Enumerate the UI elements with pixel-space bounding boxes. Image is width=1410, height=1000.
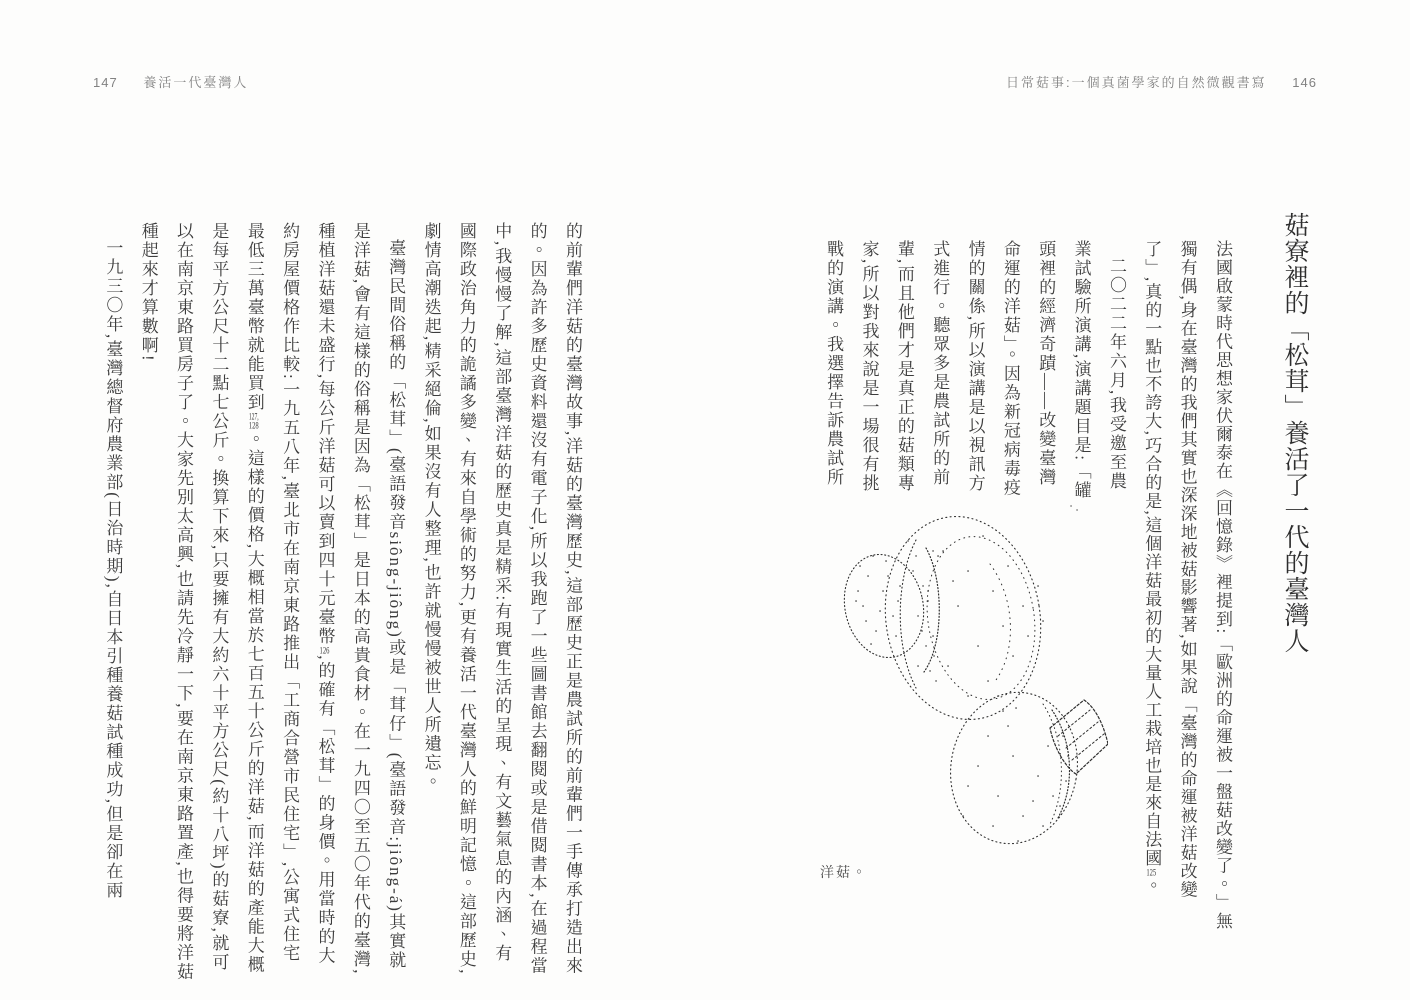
- paragraph-text: 。: [1142, 876, 1162, 896]
- running-head-left-title: 養活一代臺灣人: [143, 75, 249, 90]
- page-number-right: 146: [1292, 75, 1317, 90]
- footnote-ref-127: 127,: [248, 412, 259, 421]
- running-head-right: [1006, 72, 1317, 91]
- running-head-left: [93, 72, 248, 91]
- paragraph: [1134, 240, 1240, 940]
- paragraph-text: 。這樣的價格,大概相當於七百五十公斤的洋菇,而洋菇的產能大概是每平方公尺十二點七公斤。換算下來,只要擁有大約六十平方公尺(約十八坪)的菇寮,就可以在南京東路買房子了。大家先別太高興,也請先冷靜一下,要在南京東路置產,也得要將洋菇種起來才算數啊!: [138, 222, 264, 982]
- footnote-ref-126: 126: [319, 646, 330, 656]
- illustration-caption: 洋菇。: [820, 866, 868, 881]
- paragraph-text: 法國啟蒙時代思想家伏爾泰在《回憶錄》裡提到:「歐洲的命運被一盤菇改變了。」無獨有偶,身在臺灣的我們其實也深深地被菇影響著,如果說「臺灣的命運被洋菇改變了」,真的一點也不誇大,巧合的是,這個洋菇最初的大量人工栽培也是來自法國: [1142, 240, 1232, 931]
- footnote-ref-128: 128: [248, 421, 259, 430]
- right-page-paragraph-1: [1134, 240, 1240, 940]
- paragraph-text: 臺灣民間俗稱的「松茸」(臺語發音siông-jiông)或是「茸仔」(臺語發音:jiông-á)其實就是洋菇,會有這樣的俗稱是因為「松茸」是日本的高貴食材。在一九四〇至五〇年代的臺灣,種植洋菇還未盛行,每公斤洋菇可以賣到四十元臺幣: [315, 222, 406, 976]
- running-head-right-title: 日常菇事:一個真菌學家的自然微觀書寫: [1006, 75, 1267, 90]
- footnote-ref-125: 125: [1146, 867, 1157, 877]
- paragraph: 一九三〇年,臺灣總督府農業部(日治時期),自日本引種養菇試種成功,但是卻在兩: [103, 239, 123, 901]
- paragraph: 二〇二二年六月,我受邀至農業試驗所演講,演講題目是:「罐頭裡的經濟奇蹟——改變臺灣命運的洋菇」。因為新冠病毒疫情的關係,所以演講是以視訊方式進行。聽眾多是農試所的前輩,而且他們才是真正的菇類專家,所以對我來說是一場很有挑戰的演講。我選擇告訴農試所: [824, 240, 1126, 500]
- paragraph: 的前輩們洋菇的臺灣故事,洋菇的臺灣歷史,這部歷史正是農試所的前輩們一手傳承打造出來的。因為許多歷史資料還沒有電子化,所以我跑了一些圖書館去翻閱或是借閱書本,在過程當中,我慢慢了解,這部臺灣洋菇的歷史真是精采:有現實生活的呈現、有文藝氣息的內涵、有國際政治角力的詭譎多變、有來自學術的努力,更有養活一代臺灣人的鮮明記憶。這部歷史,劇情高潮迭起,精采絕倫,如果沒有人整理,也許就慢慢被世人所遺忘。: [421, 222, 582, 976]
- chapter-title: 菇寮裡的「松茸」養活了一代的臺灣人: [1281, 212, 1308, 654]
- left-page-text: [95, 222, 590, 982]
- paragraph: [130, 222, 413, 982]
- mushroom-illustration: [838, 496, 1108, 866]
- page-number-left: 147: [93, 75, 118, 90]
- paragraph-text: ,的確有「松茸」的身價。用當時的大約房屋價格作比較:一九五八年,臺北市在南京東路推出「工商合營市民住宅」,公寓式住宅最低三萬臺幣就能買到: [244, 222, 335, 966]
- right-page-paragraph-2: [816, 240, 1134, 502]
